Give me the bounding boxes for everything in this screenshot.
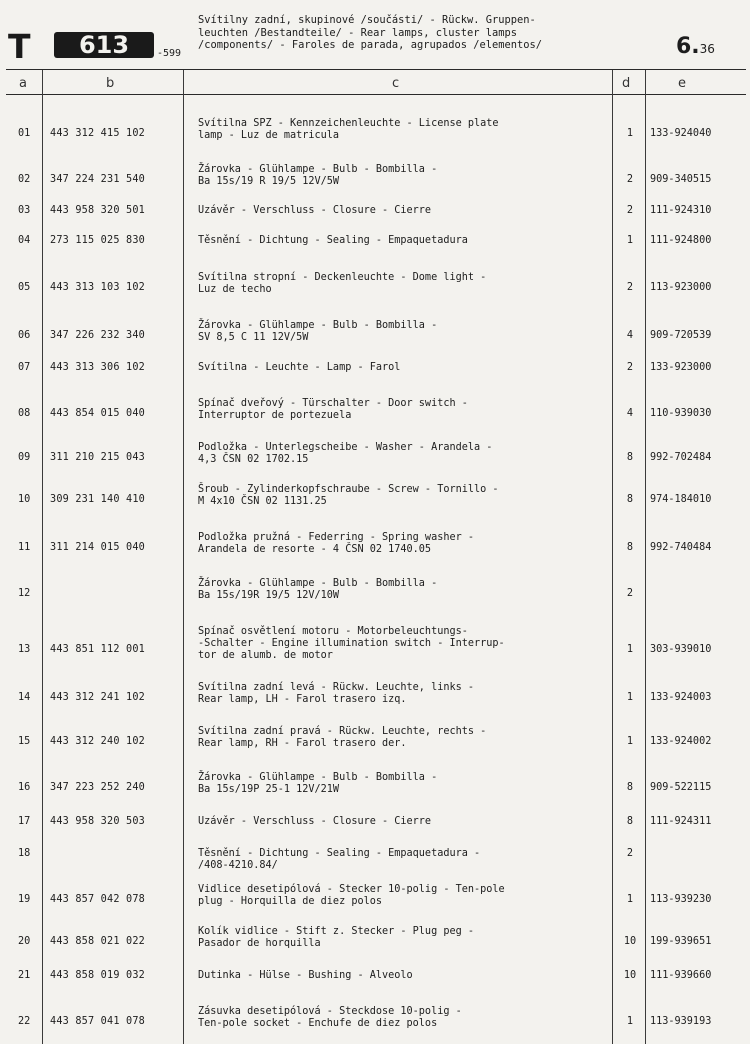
part-description: Podložka pružná - Federring - Spring washer - Arandela de resorte - 4 ČSN 02 1740.05 — [198, 532, 475, 555]
order-code: 113-939193 — [650, 1016, 712, 1027]
item-position: 21 — [18, 970, 31, 981]
item-position: 01 — [18, 128, 31, 139]
part-description: Uzávěr - Verschluss - Closure - Cierre — [198, 205, 432, 216]
quantity: 2 — [626, 174, 634, 185]
col-divider-d — [645, 70, 646, 1044]
part-number: 443 312 241 102 — [50, 692, 146, 703]
page-number-main: 6. — [676, 34, 700, 59]
part-description: Podložka - Unterlegscheibe - Washer - Arandela - 4,3 ČSN 02 1702.15 — [198, 442, 493, 465]
item-position: 13 — [18, 644, 31, 655]
part-description: Těsnění - Dichtung - Sealing - Empaquetadura — [198, 235, 468, 246]
item-position: 22 — [18, 1016, 31, 1027]
item-position: 04 — [18, 235, 31, 246]
header-rule-bottom — [6, 94, 746, 95]
part-description: Vidlice desetipólová - Stecker 10-polig - Ten-pole plug - Horquilla de diez polos — [198, 884, 505, 907]
item-position: 11 — [18, 542, 31, 553]
item-position: 08 — [18, 408, 31, 419]
part-number: 347 226 232 340 — [50, 330, 146, 341]
order-code: 133-924002 — [650, 736, 712, 747]
order-code: 974-184010 — [650, 494, 712, 505]
item-position: 06 — [18, 330, 31, 341]
column-header-a: a — [19, 76, 27, 91]
part-description: Svítilna zadní levá - Rückw. Leuchte, links - Rear lamp, LH - Farol trasero izq. — [198, 682, 475, 705]
order-code: 113-923000 — [650, 282, 712, 293]
logo-number: 613 — [54, 32, 154, 58]
model-logo — [6, 27, 156, 66]
item-position: 09 — [18, 452, 31, 463]
order-code: 111-924310 — [650, 205, 712, 216]
part-description: Žárovka - Glühlampe - Bulb - Bombilla - Ba 15s/19 R 19/5 12V/5W — [198, 164, 438, 187]
quantity: 1 — [626, 692, 634, 703]
item-position: 15 — [18, 736, 31, 747]
quantity: 1 — [626, 1016, 634, 1027]
item-position: 19 — [18, 894, 31, 905]
column-header-c: c — [392, 76, 400, 91]
order-code: 199-939651 — [650, 936, 712, 947]
quantity: 8 — [626, 494, 634, 505]
column-header-d: d — [622, 76, 631, 91]
part-number: 311 214 015 040 — [50, 542, 146, 553]
item-position: 05 — [18, 282, 31, 293]
part-description: Svítilna zadní pravá - Rückw. Leuchte, rechts - Rear lamp, RH - Farol trasero der. — [198, 726, 487, 749]
part-description: Svítilna stropní - Deckenleuchte - Dome light - Luz de techo — [198, 272, 487, 295]
part-number: 309 231 140 410 — [50, 494, 146, 505]
part-description: Dutinka - Hülse - Bushing - Alveolo — [198, 970, 413, 981]
part-number: 443 312 240 102 — [50, 736, 146, 747]
part-number: 347 223 252 240 — [50, 782, 146, 793]
col-divider-b — [183, 70, 184, 1044]
part-description: Žárovka - Glühlampe - Bulb - Bombilla - Ba 15s/19P 25-1 12V/21W — [198, 772, 438, 795]
item-position: 20 — [18, 936, 31, 947]
order-code: 133-924040 — [650, 128, 712, 139]
order-code: 113-939230 — [650, 894, 712, 905]
page-number — [676, 34, 715, 59]
part-description: Svítilna SPZ - Kennzeichenleuchte - License plate lamp - Luz de matricula — [198, 118, 499, 141]
column-header-b: b — [106, 76, 115, 91]
quantity: 8 — [626, 452, 634, 463]
part-number: 443 313 103 102 — [50, 282, 146, 293]
order-code: 133-923000 — [650, 362, 712, 373]
quantity: 8 — [626, 542, 634, 553]
quantity: 10 — [623, 936, 637, 947]
page-title: Svítilny zadní, skupinové /součásti/ - Rückw. Gruppen- leuchten /Bestandteile/ - Rear lamps, cluster lamps /components/ - Faroles de parada, agrupados /elementos/ — [198, 14, 543, 51]
quantity: 8 — [626, 816, 634, 827]
part-description: Svítilna - Leuchte - Lamp - Farol — [198, 362, 401, 373]
part-number: 443 857 041 078 — [50, 1016, 146, 1027]
quantity: 1 — [626, 128, 634, 139]
part-description: Kolík vidlice - Stift z. Stecker - Plug peg - Pasador de horquilla — [198, 926, 475, 949]
quantity: 1 — [626, 736, 634, 747]
item-position: 12 — [18, 588, 31, 599]
quantity: 1 — [626, 235, 634, 246]
part-description: Zásuvka desetipólová - Steckdose 10-polig - Ten-pole socket - Enchufe de diez polos — [198, 1006, 462, 1029]
order-code: 992-702484 — [650, 452, 712, 463]
quantity: 2 — [626, 588, 634, 599]
order-code: 909-720539 — [650, 330, 712, 341]
item-position: 03 — [18, 205, 31, 216]
part-number: 443 854 015 040 — [50, 408, 146, 419]
page-number-sub: 36 — [699, 42, 715, 56]
quantity: 2 — [626, 362, 634, 373]
item-position: 14 — [18, 692, 31, 703]
order-code: 111-924311 — [650, 816, 712, 827]
header-rule-top — [6, 69, 746, 70]
order-code: 111-939660 — [650, 970, 712, 981]
part-description: Těsnění - Dichtung - Sealing - Empaquetadura - /408-4210.84/ — [198, 848, 481, 871]
part-number: 443 851 112 001 — [50, 644, 146, 655]
order-code: 110-939030 — [650, 408, 712, 419]
column-header-e: e — [678, 76, 686, 91]
quantity: 4 — [626, 330, 634, 341]
part-number: 273 115 025 830 — [50, 235, 146, 246]
item-position: 02 — [18, 174, 31, 185]
part-description: Šroub - Zylinderkopfschraube - Screw - Tornillo - M 4x10 ČSN 02 1131.25 — [198, 484, 499, 507]
item-position: 17 — [18, 816, 31, 827]
part-description: Spínač dveřový - Türschalter - Door switch - Interruptor de portezuela — [198, 398, 468, 421]
order-code: 909-340515 — [650, 174, 712, 185]
order-code: 992-740484 — [650, 542, 712, 553]
quantity: 4 — [626, 408, 634, 419]
part-number: 443 313 306 102 — [50, 362, 146, 373]
part-number: 311 210 215 043 — [50, 452, 146, 463]
part-number: 443 858 021 022 — [50, 936, 146, 947]
quantity: 2 — [626, 205, 634, 216]
item-position: 18 — [18, 848, 31, 859]
order-code: 133-924003 — [650, 692, 712, 703]
order-code: 909-522115 — [650, 782, 712, 793]
item-position: 16 — [18, 782, 31, 793]
logo-letter: T — [8, 27, 31, 66]
part-description: Žárovka - Glühlampe - Bulb - Bombilla - SV 8,5 C 11 12V/5W — [198, 320, 438, 343]
quantity: 2 — [626, 848, 634, 859]
quantity: 8 — [626, 782, 634, 793]
quantity: 2 — [626, 282, 634, 293]
part-number: 443 857 042 078 — [50, 894, 146, 905]
part-description: Spínač osvětlení motoru - Motorbeleuchtungs- -Schalter - Engine illumination switch - Interrup- tor de alumb. de motor — [198, 626, 505, 661]
part-number: 443 958 320 501 — [50, 205, 146, 216]
quantity: 10 — [623, 970, 637, 981]
item-position: 10 — [18, 494, 31, 505]
part-number: 443 312 415 102 — [50, 128, 146, 139]
order-code: 303-939010 — [650, 644, 712, 655]
part-number: 347 224 231 540 — [50, 174, 146, 185]
item-position: 07 — [18, 362, 31, 373]
quantity: 1 — [626, 644, 634, 655]
part-number: 443 858 019 032 — [50, 970, 146, 981]
quantity: 1 — [626, 894, 634, 905]
part-description: Uzávěr - Verschluss - Closure - Cierre — [198, 816, 432, 827]
col-divider-a — [42, 70, 43, 1044]
part-number: 443 958 320 503 — [50, 816, 146, 827]
order-code: 111-924800 — [650, 235, 712, 246]
part-description: Žárovka - Glühlampe - Bulb - Bombilla - Ba 15s/19R 19/5 12V/10W — [198, 578, 438, 601]
logo-suffix: -599 — [157, 48, 182, 59]
